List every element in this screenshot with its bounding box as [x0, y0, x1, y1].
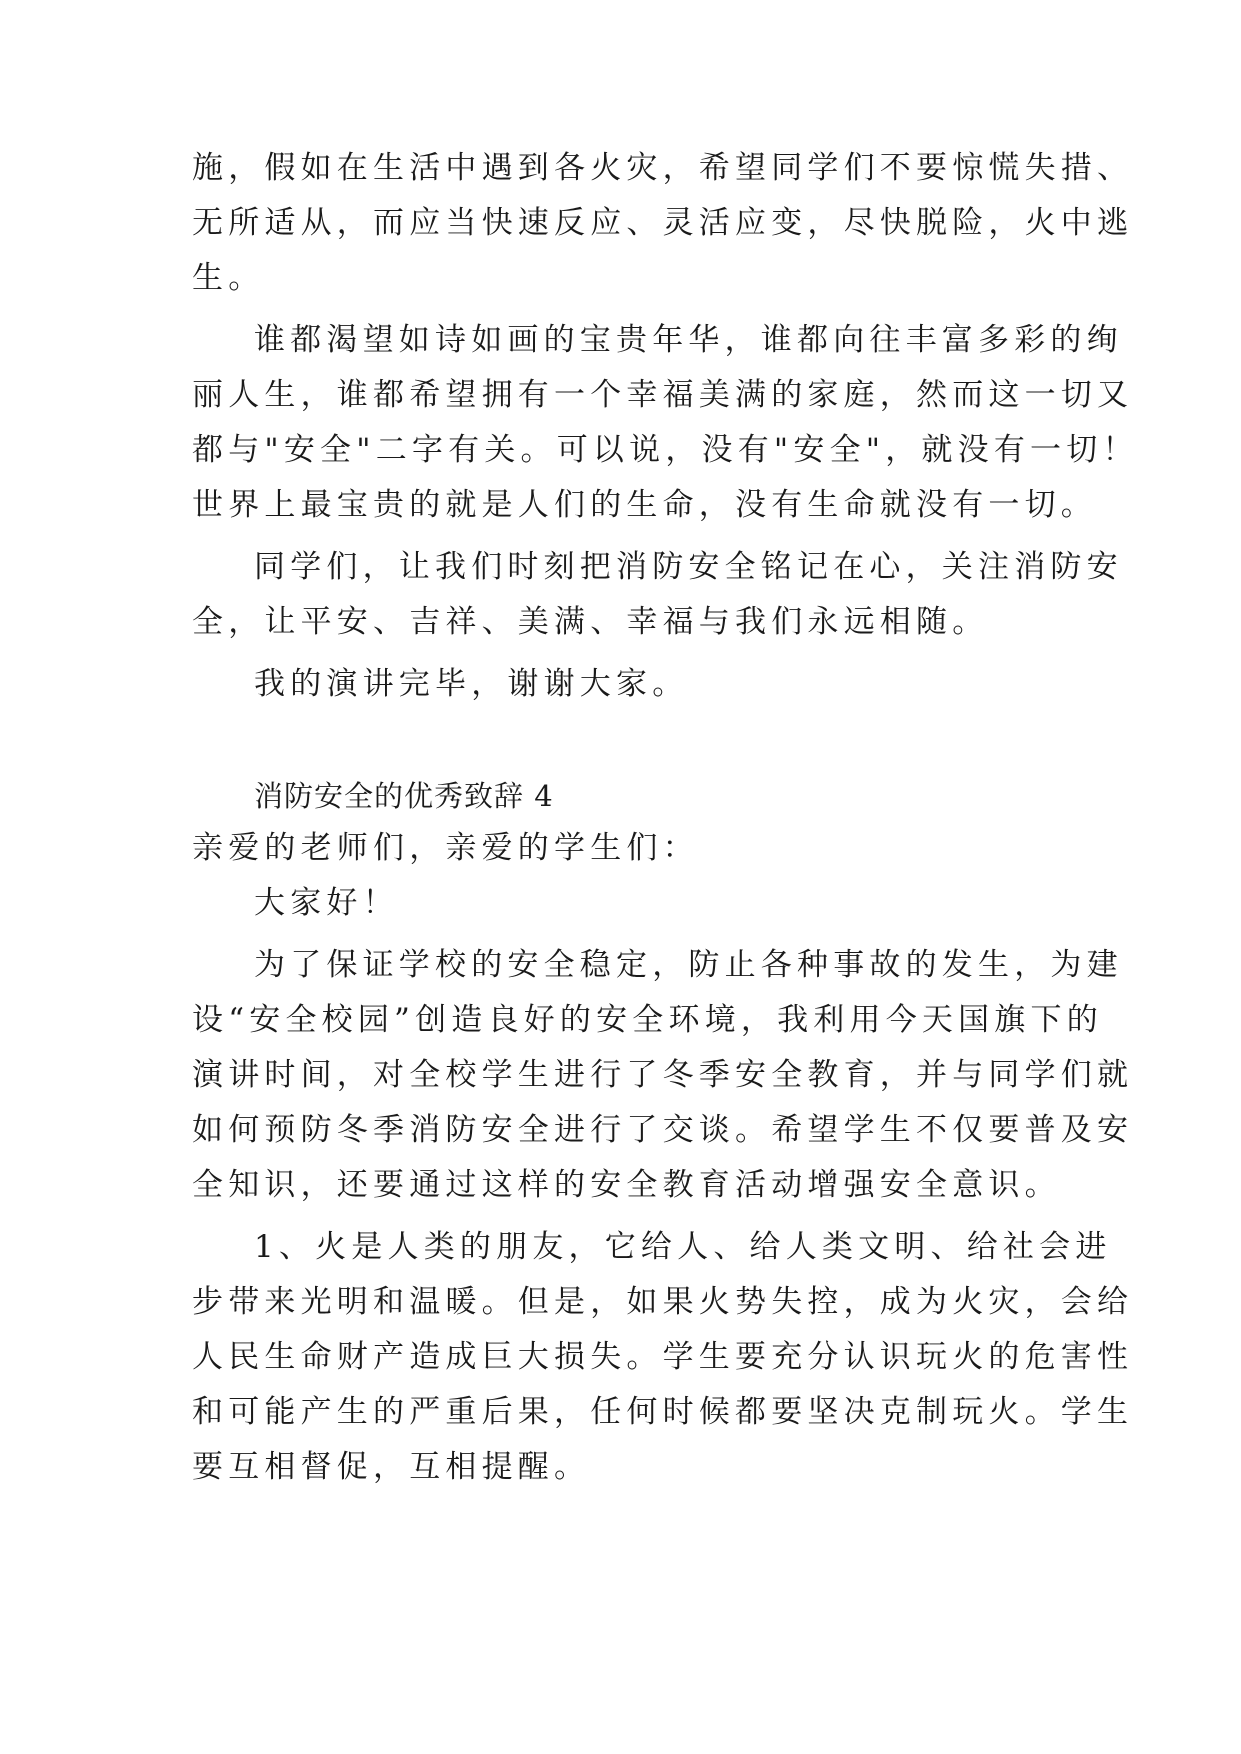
- text-line: 无所适从，而应当快速反应、灵活应变，尽快脱险，火中逃: [192, 205, 1134, 241]
- greeting: 大家好！: [254, 885, 399, 921]
- text-line: 人民生命财产造成巨大损失。学生要充分认识玩火的危害性: [192, 1339, 1134, 1375]
- text-line: 为了保证学校的安全稳定，防止各种事故的发生，为建: [254, 947, 1123, 983]
- salutation: 亲爱的老师们，亲爱的学生们：: [192, 830, 699, 866]
- text-line: 和可能产生的严重后果，任何时候都要坚决克制玩火。学生: [192, 1394, 1134, 1430]
- text-line: 丽人生，谁都希望拥有一个幸福美满的家庭，然而这一切又: [192, 377, 1134, 413]
- text-line: 世界上最宝贵的就是人们的生命，没有生命就没有一切。: [192, 487, 1097, 523]
- text-line: 1、火是人类的朋友，它给人、给人类文明、给社会进: [254, 1229, 1112, 1265]
- text-line: 我的演讲完毕，谢谢大家。: [254, 666, 689, 702]
- text-line: 谁都渴望如诗如画的宝贵年华，谁都向往丰富多彩的绚: [254, 322, 1123, 358]
- text-line: 要互相督促，互相提醒。: [192, 1449, 591, 1485]
- section-title: 消防安全的优秀致辞 4: [254, 779, 554, 813]
- text-line: 步带来光明和温暖。但是，如果火势失控，成为火灾，会给: [192, 1284, 1134, 1320]
- text-line: 都与"安全"二字有关。可以说，没有"安全"，就没有一切！: [192, 432, 1139, 468]
- text-line: 设“安全校园”创造良好的安全环境，我利用今天国旗下的: [192, 1002, 1103, 1038]
- text-line: 演讲时间，对全校学生进行了冬季安全教育，并与同学们就: [192, 1057, 1134, 1093]
- text-line: 全知识，还要通过这样的安全教育活动增强安全意识。: [192, 1167, 1061, 1203]
- text-line: 如何预防冬季消防安全进行了交谈。希望学生不仅要普及安: [192, 1112, 1134, 1148]
- text-line: 生。: [192, 260, 265, 296]
- text-line: 同学们，让我们时刻把消防安全铭记在心，关注消防安: [254, 549, 1123, 585]
- text-line: 全，让平安、吉祥、美满、幸福与我们永远相随。: [192, 604, 989, 640]
- text-line: 施，假如在生活中遇到各火灾，希望同学们不要惊慌失措、: [192, 150, 1134, 186]
